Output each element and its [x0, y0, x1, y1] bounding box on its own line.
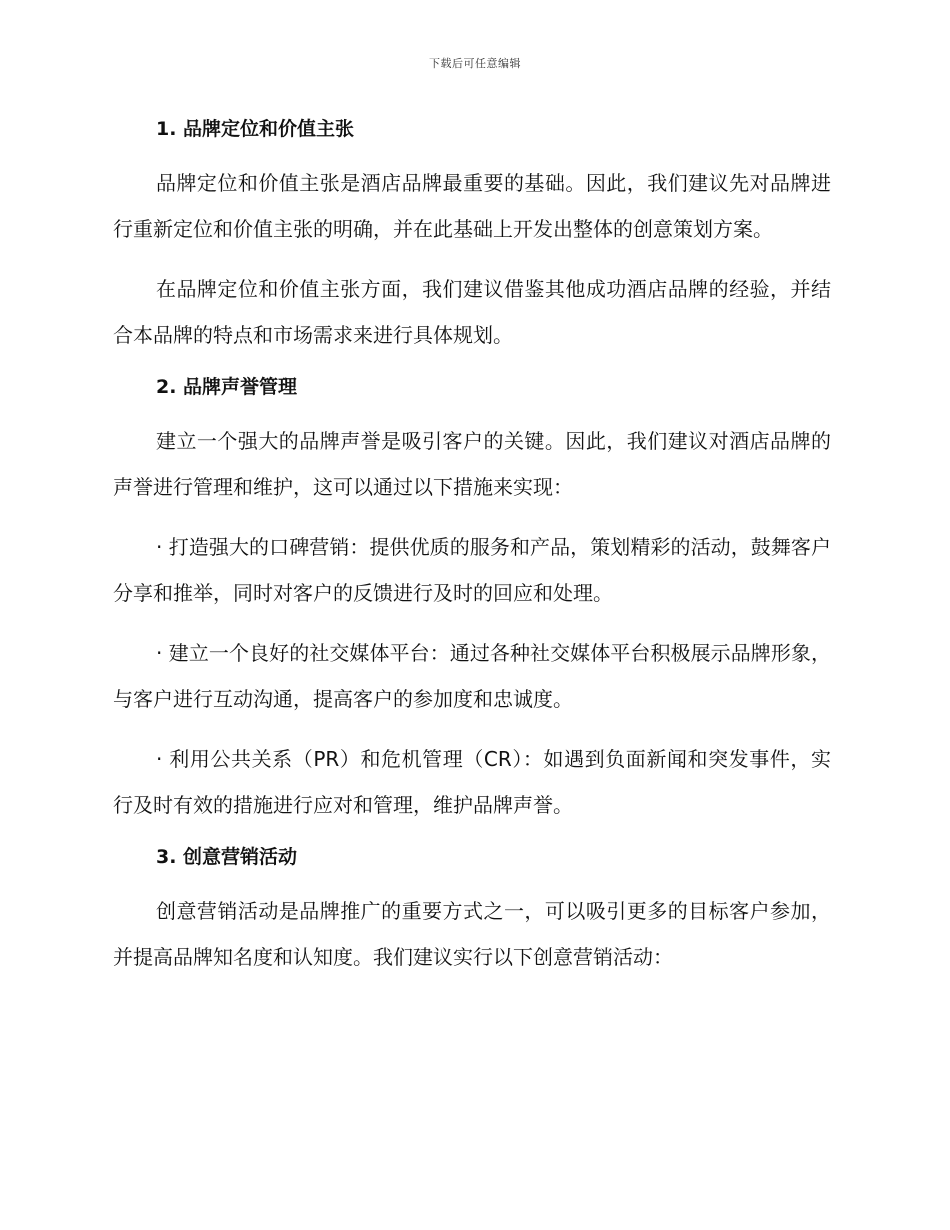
bullet-item-social-media: · 建立一个良好的社交媒体平台：通过各种社交媒体平台积极展示品牌形象，与客户进行互动沟通，提高客户的参加度和忠诚度。	[113, 641, 831, 711]
paragraph-3-1: 创意营销活动是品牌推广的重要方式之一，可以吸引更多的目标客户参加，并提高品牌知名度和认知度。我们建议实行以下创意营销活动：	[113, 899, 831, 969]
paragraph-1-1: 品牌定位和价值主张是酒店品牌最重要的基础。因此，我们建议先对品牌进行重新定位和价值主张的明确，并在此基础上开发出整体的创意策划方案。	[113, 171, 831, 241]
section-heading-3: 3. 创意营销活动	[156, 846, 298, 868]
paragraph-1-2: 在品牌定位和价值主张方面，我们建议借鉴其他成功酒店品牌的经验，并结合本品牌的特点和市场需求来进行具体规划。	[113, 277, 831, 347]
bullet-item-pr-crisis: · 利用公共关系（PR）和危机管理（CR）：如遇到负面新闻和突发事件，实行及时有效的措施进行应对和管理，维护品牌声誉。	[113, 747, 831, 817]
section-heading-2: 2. 品牌声誉管理	[156, 376, 298, 398]
document-body	[113, 110, 831, 980]
page-header: 下载后可任意编辑	[429, 57, 521, 70]
bullet-item-word-of-mouth: · 打造强大的口碑营销：提供优质的服务和产品，策划精彩的活动，鼓舞客户分享和推举，同时对客户的反馈进行及时的回应和处理。	[113, 535, 831, 605]
paragraph-2-1: 建立一个强大的品牌声誉是吸引客户的关键。因此，我们建议对酒店品牌的声誉进行管理和维护，这可以通过以下措施来实现：	[113, 429, 831, 499]
section-heading-1: 1. 品牌定位和价值主张	[156, 118, 355, 140]
